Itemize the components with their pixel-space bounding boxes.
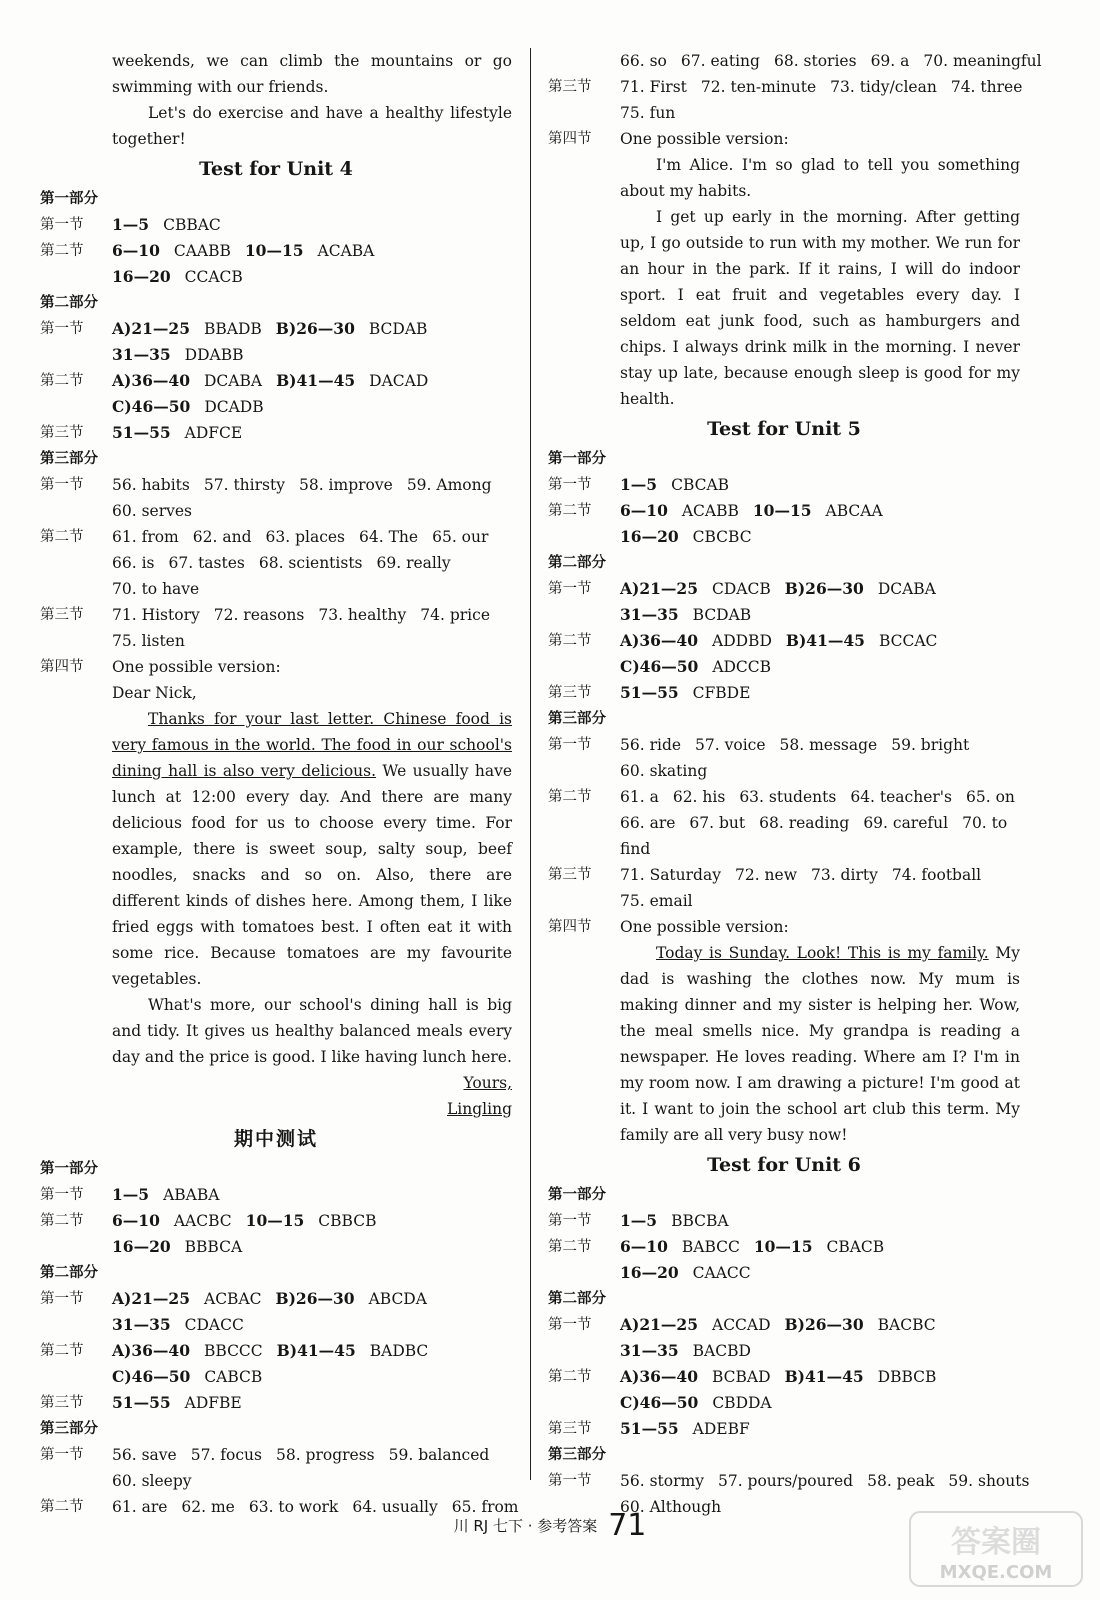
unit4-part3-section1: 第一节 56. habits 57. thirsty 58. improve 59. Among xyxy=(40,476,492,494)
midterm-part3-section1-cont: 60. sleepy xyxy=(112,1472,192,1490)
unit4-essay-paragraph-1: Thanks for your last letter. Chinese food is very famous in the world. The food in our school's dining hall is also very delicious. We usually have lunch at 12:00 every day. And there are many delicious food for us to choose every time. For example, there is sweet soup, salty soup, beef noodles, snacks and so on. Also, there are different kinds of dishes here. Among them, I like fried eggs with tomatoes best. I often eat it with some rice. Because tomatoes are my favourite vegetables. xyxy=(112,710,512,988)
midterm-part2-heading: 第二部分 xyxy=(40,1265,98,1281)
unit5-part3-heading: 第三部分 xyxy=(548,711,606,727)
unit5-part2-section1: 第一节 A)21—25 CDACB B)26—30 DCABA xyxy=(548,579,936,598)
unit4-part3-section3-cont: 75. listen xyxy=(112,632,185,650)
unit4-part3-section2-cont: 66. is 67. tastes 68. scientists 69. really xyxy=(112,554,451,572)
unit6-part2-section1-cont: 31—35 BACBD xyxy=(620,1341,751,1360)
unit5-part2-section2: 第二节 A)36—40 ADDBD B)41—45 BCCAC xyxy=(548,631,938,650)
unit4-part3-section2-cont2: 70. to have xyxy=(112,580,200,598)
intro-paragraph-2: Let's do exercise and have a healthy lifestyle together! xyxy=(112,104,512,148)
unit4-title: Test for Unit 4 xyxy=(199,158,353,180)
unit5-part3-section4: 第四节 One possible version: xyxy=(548,918,789,936)
unit4-part3-section2: 第二节 61. from 62. and 63. places 64. The 65. our xyxy=(40,528,489,546)
midterm-part2-section2-cont: C)46—50 CABCB xyxy=(112,1367,263,1386)
midterm-part3-section2: 第二节 61. are 62. me 63. to work 64. usually 65. from xyxy=(40,1498,519,1516)
unit5-part1-section2-cont: 16—20 CBCBC xyxy=(620,527,752,546)
midterm-part3-section4: 第四节 One possible version: xyxy=(548,130,789,148)
unit4-part2-section1-cont: 31—35 DDABB xyxy=(112,345,244,364)
unit4-part2-section1: 第一节 A)21—25 BBADB B)26—30 BCDAB xyxy=(40,319,428,338)
unit4-essay-greeting: Dear Nick, xyxy=(112,684,197,702)
unit4-part1-section1: 第一节 1—5 CBBAC xyxy=(40,215,221,234)
unit4-part3-section1-cont: 60. serves xyxy=(112,502,192,520)
unit6-part2-section2-cont: C)46—50 CBDDA xyxy=(620,1393,772,1412)
unit5-part2-section3: 第三节 51—55 CFBDE xyxy=(548,683,751,702)
unit4-part3-heading: 第三部分 xyxy=(40,451,98,467)
unit6-part1-heading: 第一部分 xyxy=(548,1187,606,1203)
unit4-part1-section2-cont: 16—20 CCACB xyxy=(112,267,243,286)
unit5-part2-section2-cont: C)46—50 ADCCB xyxy=(620,657,772,676)
unit4-part1-heading: 第一部分 xyxy=(40,191,98,207)
midterm-essay-paragraph-2: I get up early in the morning. After getting up, I go outside to run with my mother. We run for an hour in the park. If it rains, I will do indoor sport. I eat fruit and vegetables every day. I seldom eat junk food, such as hamburgers and chips. I always drink milk in the morning. I never stay up late, because enough sleep is good for my health. xyxy=(620,208,1020,408)
midterm-essay-paragraph-1: I'm Alice. I'm so glad to tell you something about my habits. xyxy=(620,156,1020,200)
unit5-part2-section1-cont: 31—35 BCDAB xyxy=(620,605,752,624)
footer-label: 川 RJ 七下 · 参考答案 xyxy=(453,1517,598,1535)
midterm-part1-heading: 第一部分 xyxy=(40,1161,98,1177)
midterm-part3-section3-cont: 75. fun xyxy=(620,104,676,122)
unit4-essay-closing: Yours, xyxy=(463,1074,512,1092)
unit6-part3-section1: 第一节 56. stormy 57. pours/poured 58. peak 59. shouts xyxy=(548,1472,1030,1490)
unit6-title: Test for Unit 6 xyxy=(707,1154,861,1176)
unit6-part3-heading: 第三部分 xyxy=(548,1447,606,1463)
unit4-part2-section3: 第三节 51—55 ADFCE xyxy=(40,423,243,442)
unit6-part2-section2: 第二节 A)36—40 BCBAD B)41—45 DBBCB xyxy=(548,1367,937,1386)
unit4-part2-heading: 第二部分 xyxy=(40,295,98,311)
unit5-part3-section2: 第二节 61. a 62. his 63. students 64. teacher's 65. on xyxy=(548,788,1015,806)
midterm-part2-section1: 第一节 A)21—25 ACBAC B)26—30 ABCDA xyxy=(40,1289,427,1308)
midterm-part3-section3: 第三节 71. First 72. ten-minute 73. tidy/clean 74. three xyxy=(548,78,1023,96)
unit5-part3-section2-cont: 66. are 67. but 68. reading 69. careful 70. to xyxy=(620,814,1008,832)
unit4-part2-section2: 第二节 A)36—40 DCABA B)41—45 DACAD xyxy=(40,371,429,390)
unit5-part2-heading: 第二部分 xyxy=(548,555,606,571)
unit5-part3-section3-cont: 75. email xyxy=(620,892,693,910)
unit4-part3-section3: 第三节 71. History 72. reasons 73. healthy 74. price xyxy=(40,606,490,624)
unit5-part3-section2-cont2: find xyxy=(620,840,651,858)
unit6-part2-section3: 第三节 51—55 ADEBF xyxy=(548,1419,750,1438)
midterm-part2-section1-cont: 31—35 CDACC xyxy=(112,1315,244,1334)
midterm-part2-section2: 第二节 A)36—40 BBCCC B)41—45 BADBC xyxy=(40,1341,429,1360)
midterm-part1-section1: 第一节 1—5 ABABA xyxy=(40,1185,220,1204)
unit6-part3-section1-cont: 60. Although xyxy=(620,1498,722,1516)
svg-text:MXQE.COM: MXQE.COM xyxy=(939,1562,1053,1583)
midterm-part3-section2-cont: 66. so 67. eating 68. stories 69. a 70. meaningful xyxy=(620,52,1042,70)
unit5-part3-section3: 第三节 71. Saturday 72. new 73. dirty 74. football xyxy=(548,866,982,884)
unit5-title: Test for Unit 5 xyxy=(707,418,861,440)
intro-line-1: weekends, we can climb the mountains or go xyxy=(112,52,512,70)
unit4-part2-section2-cont: C)46—50 DCADB xyxy=(112,397,264,416)
left-column xyxy=(40,48,519,1520)
midterm-part3-heading: 第三部分 xyxy=(40,1421,98,1437)
midterm-part2-section3: 第三节 51—55 ADFBE xyxy=(40,1393,242,1412)
unit6-part1-section2-cont: 16—20 CAACC xyxy=(620,1263,751,1282)
unit4-part3-section4: 第四节 One possible version: xyxy=(40,658,281,676)
unit5-part1-section1: 第一节 1—5 CBCAB xyxy=(548,475,730,494)
unit4-essay-signature: Lingling xyxy=(447,1100,512,1118)
midterm-part1-section2: 第二节 6—10 AACBC 10—15 CBBCB xyxy=(40,1211,377,1230)
unit4-essay-paragraph-2: What's more, our school's dining hall is big and tidy. It gives us healthy balanced meals every day and the price is good. I like having lunch here. xyxy=(112,996,512,1066)
page-number: 71 xyxy=(608,1508,647,1543)
midterm-part1-section2-cont: 16—20 BBBCA xyxy=(112,1237,243,1256)
unit4-part1-section2: 第二节 6—10 CAABB 10—15 ACABA xyxy=(40,241,375,260)
unit6-part1-section2: 第二节 6—10 BABCC 10—15 CBACB xyxy=(548,1237,885,1256)
unit6-part1-section1: 第一节 1—5 BBCBA xyxy=(548,1211,729,1230)
unit6-part2-heading: 第二部分 xyxy=(548,1291,606,1307)
unit5-part3-section1-cont: 60. skating xyxy=(620,762,708,780)
column-divider xyxy=(530,48,531,1480)
unit5-part1-section2: 第二节 6—10 ACABB 10—15 ABCAA xyxy=(548,501,883,520)
intro-line-2: swimming with our friends. xyxy=(112,78,329,96)
unit5-part3-section1: 第一节 56. ride 57. voice 58. message 59. bright xyxy=(548,736,970,754)
unit6-part2-section1: 第一节 A)21—25 ACCAD B)26—30 BACBC xyxy=(548,1315,936,1334)
watermark-logo xyxy=(906,1508,1086,1590)
right-column xyxy=(548,48,1042,1520)
svg-text:答案圈: 答案圈 xyxy=(951,1525,1041,1560)
midterm-title: 期中测试 xyxy=(233,1128,318,1150)
midterm-part3-section1: 第一节 56. save 57. focus 58. progress 59. balanced xyxy=(40,1446,490,1464)
unit5-part1-heading: 第一部分 xyxy=(548,451,606,467)
unit5-essay-paragraph: Today is Sunday. Look! This is my family. My dad is washing the clothes now. My mum is making dinner and my sister is helping her. Wow, the meal smells nice. My grandpa is reading a newspaper. He loves reading. Where am I? I'm in my room now. I am drawing a picture! I'm good at it. I want to join the school art club this term. My family are all very busy now! xyxy=(620,944,1020,1144)
